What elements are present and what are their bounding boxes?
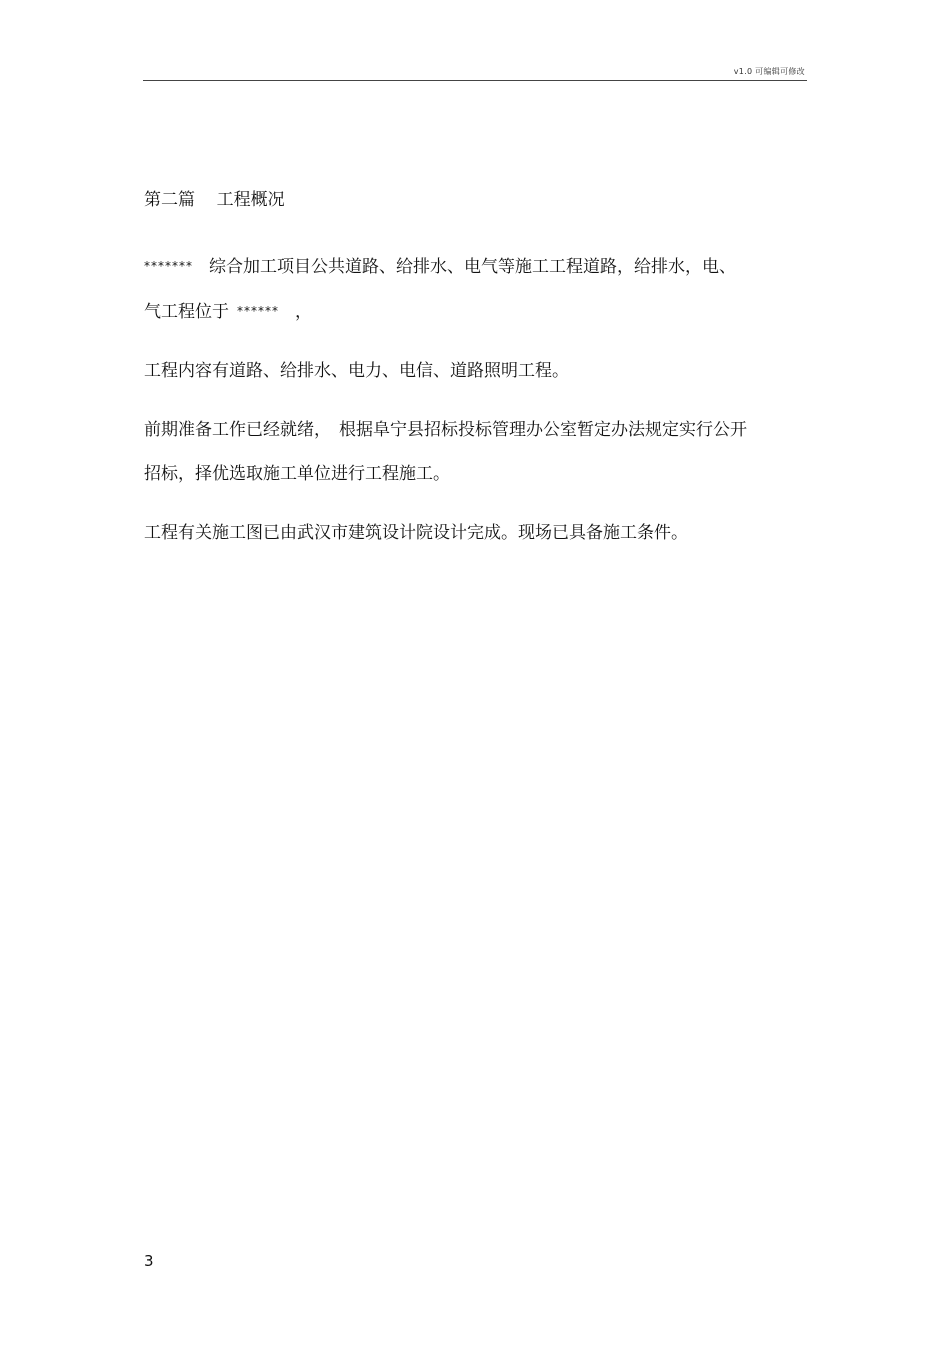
paragraph-1-end: ， — [295, 302, 312, 322]
paragraph-bidding — [144, 408, 784, 496]
paragraph-1-line-2: 气工程位于 — [144, 302, 229, 322]
redacted-project-name: ******* — [144, 259, 193, 273]
section-title: 第二篇 工程概况 — [144, 190, 285, 210]
header-divider — [143, 80, 807, 81]
paragraph-project-scope: 工程内容有道路、给排水、电力、电信、道路照明工程。 — [144, 361, 569, 381]
paragraph-project-location — [144, 244, 784, 334]
header-version-note: v1.0 可编辑可修改 — [733, 67, 805, 76]
redacted-location: ****** — [237, 304, 279, 318]
paragraph-3-line-1-part-1: 前期准备工作已经就绪， — [144, 420, 331, 440]
paragraph-3-line-2: 招标，择优选取施工单位进行工程施工。 — [144, 464, 450, 484]
paragraph-3-line-1-part-2: 根据阜宁县招标投标管理办公室暂定办法规定实行公开 — [339, 420, 747, 440]
document-body — [144, 186, 784, 555]
paragraph-design-status: 工程有关施工图已由武汉市建筑设计院设计完成。现场已具备施工条件。 — [144, 523, 688, 543]
page-number: 3 — [144, 1252, 154, 1270]
paragraph-1-line-1: 综合加工项目公共道路、给排水、电气等施工工程道路，给排水，电、 — [209, 257, 736, 277]
